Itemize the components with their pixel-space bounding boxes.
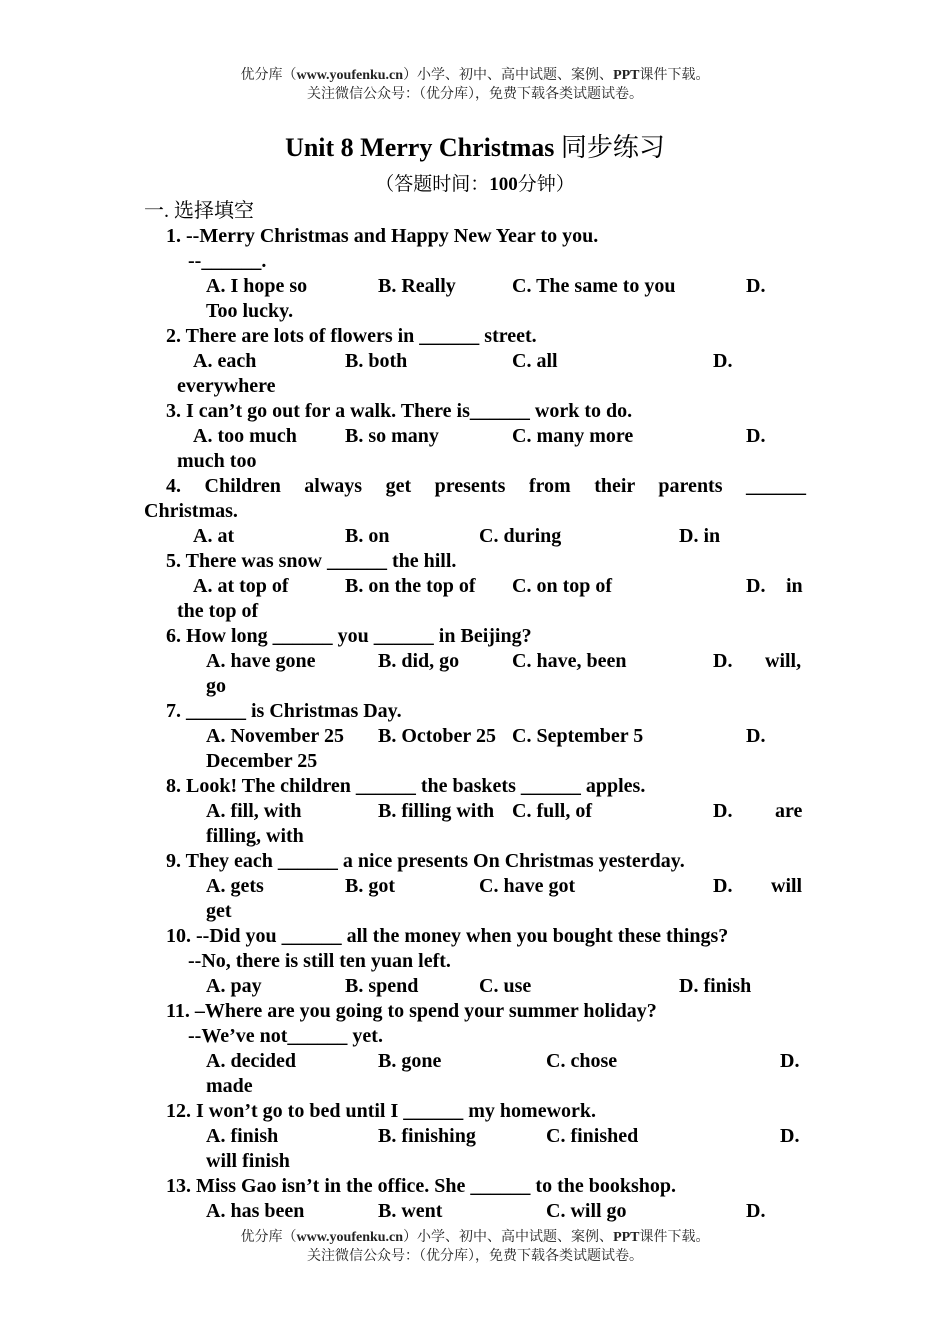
option-d-text: December 25: [206, 750, 318, 772]
option-b: B. went: [378, 1200, 443, 1222]
option-d-text: get: [206, 900, 232, 922]
footer-line-2: 关注微信公众号：（优分库），免费下载各类试题试卷。: [307, 1249, 643, 1264]
option-a: A. I hope so: [206, 275, 308, 297]
header-line-2: 关注微信公众号：（优分库），免费下载各类试题试卷。: [307, 87, 643, 102]
option-d: D.: [780, 1050, 800, 1072]
option-d: D. finish: [679, 975, 752, 997]
subtitle-minutes: 100: [489, 174, 518, 195]
option-a: A. fill, with: [206, 800, 302, 822]
header-line-1: [0, 66, 950, 85]
option-d-text: will finish: [206, 1150, 290, 1172]
header-text: 优分库（: [240, 68, 297, 83]
footer-ppt: PPT: [613, 1230, 640, 1245]
title-chinese: 同步练习: [560, 133, 665, 162]
option-b: B. so many: [345, 425, 439, 447]
option-b: B. October 25: [378, 725, 496, 747]
option-d: D.: [746, 725, 766, 747]
question-2-stem: 2. There are lots of flowers in ______ street.: [166, 325, 537, 347]
option-a: A. has been: [206, 1200, 305, 1222]
option-d-text: made: [206, 1075, 253, 1097]
option-c: C. many more: [512, 425, 634, 447]
option-c: C. on top of: [512, 575, 613, 597]
question-1-answer-line: [166, 249, 806, 274]
option-d-word: will: [771, 875, 803, 897]
question-4-stem: 4. Children always get presents from their parents ______: [166, 475, 806, 497]
question-11-reply: [166, 1024, 806, 1049]
question-12-stem: 12. I won’t go to bed until I ______ my homework.: [166, 1100, 597, 1122]
option-c: C. all: [512, 350, 558, 372]
question-12-options: [0, 1124, 950, 1174]
option-b: B. did, go: [378, 650, 460, 672]
option-c: C. chose: [546, 1050, 618, 1072]
header-text: 课件下载。: [639, 68, 710, 83]
question-2-options: [0, 349, 950, 399]
option-c: C. during: [479, 525, 562, 547]
option-d: D. in: [679, 525, 721, 547]
question-1-blank: --______.: [188, 250, 267, 272]
option-d-text: the top of: [177, 600, 259, 622]
footer-site: www.youfenku.cn: [296, 1230, 404, 1245]
section-heading: 一. 选择填空: [144, 200, 254, 222]
title-english: Unit 8 Merry Christmas: [285, 133, 561, 162]
option-d: D.: [746, 1200, 766, 1222]
question-1-stem: 1. --Merry Christmas and Happy New Year to you.: [166, 225, 599, 247]
option-c: C. will go: [546, 1200, 627, 1222]
option-d-text: everywhere: [177, 375, 276, 397]
subtitle-text: 分钟）: [517, 174, 575, 195]
question-3-options: [0, 424, 950, 474]
question-8-options: [0, 799, 950, 849]
header-text: ）小学、初中、高中试题、案例、: [403, 68, 614, 83]
option-c: C. have got: [479, 875, 576, 897]
option-d: D.: [713, 350, 733, 372]
option-d-text: much too: [177, 450, 257, 472]
question-5-stem: 5. There was snow ______ the hill.: [166, 550, 457, 572]
question-1-options: [0, 274, 950, 324]
option-b: B. on the top of: [345, 575, 476, 597]
page-title: [0, 130, 950, 166]
page-header: [0, 66, 950, 104]
question-11-reply-text: --We’ve not______ yet.: [188, 1025, 383, 1047]
header-site: www.youfenku.cn: [296, 68, 404, 83]
option-c: C. The same to you: [512, 275, 676, 297]
question-7-stem: 7. ______ is Christmas Day.: [166, 700, 402, 722]
option-a: A. at top of: [193, 575, 289, 597]
option-a: A. at: [193, 525, 235, 547]
option-d-text: go: [206, 675, 226, 697]
option-d: D.: [713, 800, 733, 822]
option-a: A. each: [193, 350, 257, 372]
option-a: A. gets: [206, 875, 264, 897]
question-13-options: [0, 1199, 950, 1224]
option-b: B. finishing: [378, 1125, 476, 1147]
question-6-stem: 6. How long ______ you ______ in Beijing?: [166, 625, 532, 647]
option-c: C. use: [479, 975, 532, 997]
question-11-stem: 11. –Where are you going to spend your summer holiday?: [166, 1000, 657, 1022]
option-a: A. decided: [206, 1050, 296, 1072]
option-b: B. filling with: [378, 800, 495, 822]
footer-line-1: [0, 1228, 950, 1247]
question-4-stem-continued: Christmas.: [144, 500, 238, 522]
option-d: D.: [713, 650, 733, 672]
page-subtitle: [0, 172, 950, 198]
question-6-options: [0, 649, 950, 699]
option-d: D.: [746, 575, 766, 597]
option-c: C. full, of: [512, 800, 592, 822]
option-c: C. September 5: [512, 725, 644, 747]
option-b: B. got: [345, 875, 395, 897]
option-b: B. on: [345, 525, 390, 547]
page-footer: [0, 1228, 950, 1266]
option-d-word: will,: [765, 650, 802, 672]
option-c: C. finished: [546, 1125, 639, 1147]
question-10-reply: [166, 949, 806, 974]
option-a: A. November 25: [206, 725, 344, 747]
footer-text: 优分库（: [240, 1230, 297, 1245]
question-9-stem: 9. They each ______ a nice presents On Christmas yesterday.: [166, 850, 685, 872]
option-a: A. too much: [193, 425, 297, 447]
option-a: A. have gone: [206, 650, 316, 672]
footer-text: ）小学、初中、高中试题、案例、: [403, 1230, 614, 1245]
question-11-options: [0, 1049, 950, 1099]
question-10-stem: 10. --Did you ______ all the money when you bought these things?: [166, 925, 729, 947]
option-b: B. both: [345, 350, 408, 372]
option-b: B. spend: [345, 975, 419, 997]
footer-text: 课件下载。: [639, 1230, 710, 1245]
option-d-word: in: [786, 575, 803, 597]
question-5-options: [0, 574, 950, 624]
question-10-reply-text: --No, there is still ten yuan left.: [188, 950, 451, 972]
option-d: D.: [746, 425, 766, 447]
option-d-text: Too lucky.: [206, 300, 294, 322]
subtitle-text: （答题时间：: [375, 174, 490, 195]
option-b: B. Really: [378, 275, 456, 297]
option-d-word: are: [775, 800, 803, 822]
option-d: D.: [713, 875, 733, 897]
header-ppt: PPT: [613, 68, 640, 83]
option-b: B. gone: [378, 1050, 442, 1072]
question-9-options: [0, 874, 950, 924]
option-d-text: filling, with: [206, 825, 304, 847]
question-3-stem: 3. I can’t go out for a walk. There is______ work to do.: [166, 400, 633, 422]
option-a: A. pay: [206, 975, 262, 997]
question-7-options: [0, 724, 950, 774]
question-13-stem: 13. Miss Gao isn’t in the office. She ______ to the bookshop.: [166, 1175, 677, 1197]
option-c: C. have, been: [512, 650, 627, 672]
option-d: D.: [780, 1125, 800, 1147]
question-8-stem: 8. Look! The children ______ the baskets ______ apples.: [166, 775, 646, 797]
option-d: D.: [746, 275, 766, 297]
option-a: A. finish: [206, 1125, 279, 1147]
